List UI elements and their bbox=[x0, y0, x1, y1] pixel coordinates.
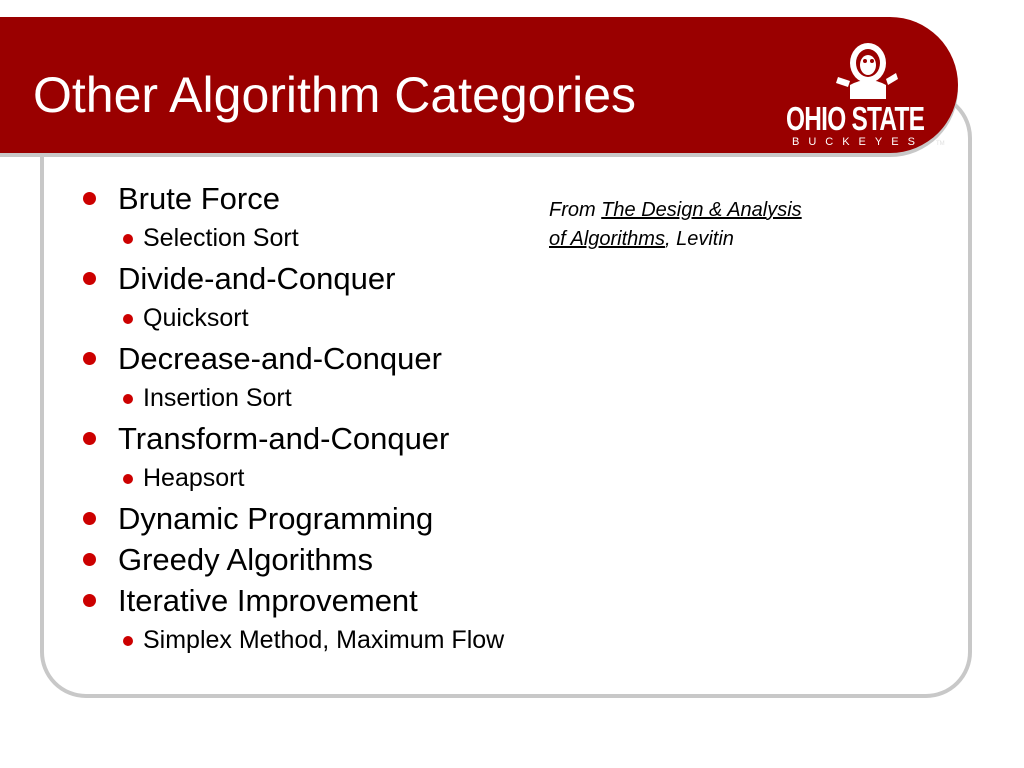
sub-bullet-item: Insertion Sort bbox=[114, 379, 504, 418]
bullet-label: Iterative Improvement bbox=[118, 583, 418, 618]
bullet-label: Decrease-and-Conquer bbox=[118, 341, 442, 376]
brutus-mascot-icon bbox=[830, 39, 900, 103]
citation-book-title-cont: of Algorithms bbox=[549, 228, 665, 250]
sub-bullet-item: Quicksort bbox=[114, 299, 504, 338]
slide-title: Other Algorithm Categories bbox=[33, 67, 637, 123]
bullet-item bbox=[80, 498, 504, 539]
bullet-item bbox=[80, 258, 504, 338]
bullet-label: Greedy Algorithms bbox=[118, 542, 373, 577]
title-bar bbox=[0, 17, 958, 153]
bullet-label: Brute Force bbox=[118, 181, 280, 216]
outline-list bbox=[80, 178, 504, 660]
logo-trademark: TM bbox=[936, 141, 945, 147]
sub-bullet-list bbox=[114, 621, 504, 660]
citation-author: , Levitin bbox=[664, 228, 734, 250]
sub-bullet-list bbox=[114, 379, 504, 418]
logo-subtext: BUCKEYES bbox=[792, 136, 924, 148]
citation-book-title: The Design & Analysis bbox=[601, 199, 802, 221]
bullet-label: Dynamic Programming bbox=[118, 501, 434, 536]
bullet-item bbox=[80, 539, 504, 580]
logo-wordmark: OHIO STATE bbox=[786, 100, 925, 137]
bullet-item bbox=[80, 178, 504, 258]
bullet-item bbox=[80, 580, 504, 660]
sub-bullet-list bbox=[114, 219, 504, 258]
bullet-label: Transform-and-Conquer bbox=[118, 421, 450, 456]
citation-prefix: From bbox=[549, 199, 602, 221]
sub-bullet-list bbox=[114, 299, 504, 338]
bullet-label: Divide-and-Conquer bbox=[118, 261, 396, 296]
sub-bullet-list bbox=[114, 459, 504, 498]
citation bbox=[549, 196, 889, 254]
bullet-item bbox=[80, 418, 504, 498]
sub-bullet-item: Heapsort bbox=[114, 459, 504, 498]
bullet-item bbox=[80, 338, 504, 418]
sub-bullet-item: Selection Sort bbox=[114, 219, 504, 258]
ohio-state-logo bbox=[786, 39, 946, 159]
sub-bullet-item: Simplex Method, Maximum Flow bbox=[114, 621, 504, 660]
